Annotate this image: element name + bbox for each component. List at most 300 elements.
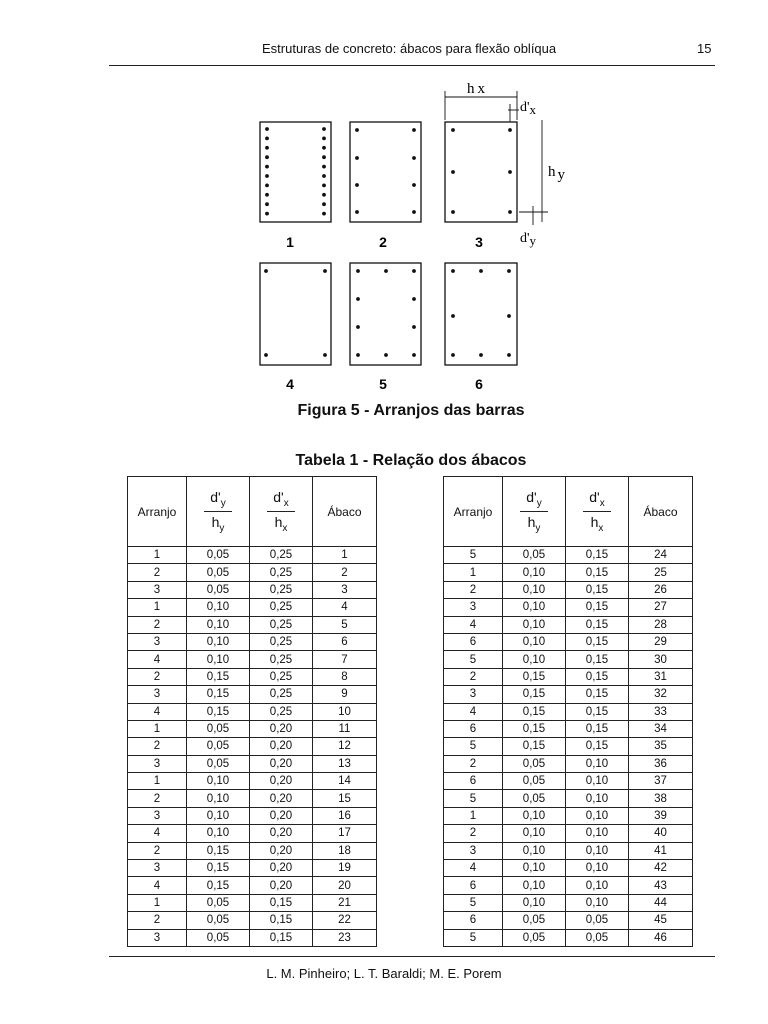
cell-abaco: 4: [313, 599, 377, 616]
footer-authors: L. M. Pinheiro; L. T. Baraldi; M. E. Porem: [266, 966, 502, 981]
cell-dx-hx: 0,15: [566, 599, 629, 616]
table-row: [128, 738, 377, 755]
cell-arranjo: 5: [444, 790, 503, 807]
cell-arranjo: 6: [444, 773, 503, 790]
cell-dx-hx: 0,10: [566, 877, 629, 894]
cell-dx-hx: 0,25: [250, 686, 313, 703]
cell-dx-hx: 0,25: [250, 599, 313, 616]
table-row: [128, 894, 377, 911]
rebar-dot: [264, 353, 268, 357]
rebar-dot: [323, 353, 327, 357]
cell-dy-hy: 0,05: [187, 755, 250, 772]
rebar-dot: [355, 183, 359, 187]
cell-dy-hy: 0,05: [187, 738, 250, 755]
cell-arranjo: 4: [444, 860, 503, 877]
cell-dx-hx: 0,15: [566, 651, 629, 668]
col-header-arranjo: Arranjo: [128, 477, 187, 547]
table-row: [444, 686, 693, 703]
table-row: [444, 842, 693, 859]
cell-abaco: 10: [313, 703, 377, 720]
cell-abaco: 32: [629, 686, 693, 703]
cell-arranjo: 5: [444, 547, 503, 564]
cell-dy-hy: 0,05: [187, 564, 250, 581]
dy-label: d'y: [520, 231, 537, 248]
cell-arranjo: 2: [444, 581, 503, 598]
cell-arranjo: 3: [444, 842, 503, 859]
cell-arranjo: 5: [444, 929, 503, 946]
cell-dx-hx: 0,10: [566, 894, 629, 911]
cell-dy-hy: 0,10: [187, 807, 250, 824]
col-header-arranjo: Arranjo: [444, 477, 503, 547]
footer-rule: [109, 956, 715, 957]
rebar-dot: [265, 155, 269, 159]
cell-abaco: 13: [313, 755, 377, 772]
rebar-dot: [322, 146, 326, 150]
table-row: [444, 894, 693, 911]
rebar-dot: [412, 210, 416, 214]
rebar-dot: [322, 184, 326, 188]
page-number: 15: [697, 41, 712, 56]
cell-arranjo: 4: [128, 825, 187, 842]
hy-label: h y: [548, 164, 565, 183]
col-header-abaco: Ábaco: [629, 477, 693, 547]
table-row: [128, 581, 377, 598]
cell-arranjo: 2: [128, 738, 187, 755]
rebar-dot: [356, 353, 360, 357]
rebar-dot: [265, 202, 269, 206]
cross-section-4: [260, 263, 331, 365]
rebar-dot: [355, 210, 359, 214]
cell-arranjo: 3: [128, 807, 187, 824]
figure-caption: Figura 5 - Arranjos das barras: [297, 402, 525, 419]
rebar-dot: [384, 353, 388, 357]
rebar-dot: [412, 325, 416, 329]
rebar-dot: [507, 314, 511, 318]
cell-arranjo: 4: [128, 703, 187, 720]
rebar-dot: [412, 269, 416, 273]
cell-abaco: 11: [313, 720, 377, 737]
cell-abaco: 1: [313, 547, 377, 564]
cell-arranjo: 3: [128, 860, 187, 877]
rebar-dot: [355, 156, 359, 160]
table-row: [444, 651, 693, 668]
rebar-dot: [451, 353, 455, 357]
cell-dx-hx: 0,15: [566, 668, 629, 685]
table-row: [128, 720, 377, 737]
table-row: [444, 929, 693, 946]
table-row: [444, 773, 693, 790]
cell-abaco: 6: [313, 633, 377, 650]
cell-dy-hy: 0,15: [187, 703, 250, 720]
cell-dx-hx: 0,20: [250, 807, 313, 824]
cell-dx-hx: 0,05: [566, 912, 629, 929]
rebar-dot: [451, 314, 455, 318]
rebar-dot: [265, 174, 269, 178]
cell-dx-hx: 0,20: [250, 842, 313, 859]
rebar-dot: [412, 128, 416, 132]
cell-abaco: 7: [313, 651, 377, 668]
cell-dy-hy: 0,05: [503, 929, 566, 946]
cell-abaco: 29: [629, 633, 693, 650]
cell-abaco: 2: [313, 564, 377, 581]
cell-abaco: 46: [629, 929, 693, 946]
cell-abaco: 14: [313, 773, 377, 790]
table-row: [444, 860, 693, 877]
cell-dy-hy: 0,10: [187, 616, 250, 633]
cell-dy-hy: 0,10: [503, 894, 566, 911]
cell-dx-hx: 0,15: [566, 564, 629, 581]
cell-abaco: 39: [629, 807, 693, 824]
cell-dy-hy: 0,10: [187, 651, 250, 668]
table-row: [444, 738, 693, 755]
cell-dy-hy: 0,05: [503, 773, 566, 790]
figure-bar-arrangements: [0, 0, 768, 400]
rebar-dot: [265, 165, 269, 169]
cell-dx-hx: 0,25: [250, 651, 313, 668]
cell-arranjo: 4: [444, 616, 503, 633]
table-row: [128, 773, 377, 790]
arrangement-label-6: 6: [475, 376, 483, 392]
cell-abaco: 12: [313, 738, 377, 755]
rebar-dot: [265, 146, 269, 150]
cell-dx-hx: 0,20: [250, 877, 313, 894]
cell-abaco: 28: [629, 616, 693, 633]
cell-abaco: 26: [629, 581, 693, 598]
table-row: [128, 547, 377, 564]
cell-dy-hy: 0,15: [503, 668, 566, 685]
table-row: [128, 790, 377, 807]
cell-abaco: 9: [313, 686, 377, 703]
rebar-dot: [265, 193, 269, 197]
cell-dx-hx: 0,15: [566, 738, 629, 755]
cell-arranjo: 5: [444, 651, 503, 668]
cell-dx-hx: 0,15: [566, 686, 629, 703]
cell-dy-hy: 0,05: [187, 912, 250, 929]
rebar-dot: [322, 155, 326, 159]
rebar-dot: [507, 353, 511, 357]
table-row: [444, 877, 693, 894]
rebar-dot: [265, 137, 269, 141]
rebar-dot: [384, 269, 388, 273]
cell-abaco: 41: [629, 842, 693, 859]
cell-abaco: 20: [313, 877, 377, 894]
rebar-dot: [264, 269, 268, 273]
cell-dx-hx: 0,10: [566, 773, 629, 790]
cell-abaco: 44: [629, 894, 693, 911]
table-row: [444, 790, 693, 807]
rebar-dot: [479, 353, 483, 357]
table-row: [128, 564, 377, 581]
cell-dy-hy: 0,15: [503, 686, 566, 703]
cell-arranjo: 3: [128, 755, 187, 772]
cell-arranjo: 2: [444, 668, 503, 685]
cell-abaco: 33: [629, 703, 693, 720]
cell-dy-hy: 0,15: [187, 860, 250, 877]
cell-arranjo: 3: [444, 686, 503, 703]
cell-arranjo: 1: [128, 773, 187, 790]
cell-dy-hy: 0,05: [503, 790, 566, 807]
rebar-dot: [508, 170, 512, 174]
cell-abaco: 17: [313, 825, 377, 842]
cell-arranjo: 6: [444, 633, 503, 650]
cell-arranjo: 4: [444, 703, 503, 720]
cell-dx-hx: 0,15: [566, 581, 629, 598]
cell-dy-hy: 0,15: [503, 703, 566, 720]
table-row: [128, 825, 377, 842]
cell-dy-hy: 0,15: [187, 668, 250, 685]
cell-dx-hx: 0,15: [566, 616, 629, 633]
table-row: [128, 807, 377, 824]
arrangement-label-3: 3: [475, 234, 483, 250]
cell-dx-hx: 0,25: [250, 547, 313, 564]
table-row: [128, 599, 377, 616]
cell-dy-hy: 0,10: [187, 825, 250, 842]
table-row: [444, 581, 693, 598]
cell-arranjo: 1: [128, 894, 187, 911]
table-row: [444, 599, 693, 616]
cell-dx-hx: 0,10: [566, 807, 629, 824]
cell-dx-hx: 0,10: [566, 842, 629, 859]
table-row: [444, 703, 693, 720]
running-header-title: Estruturas de concreto: ábacos para flexão oblíqua: [262, 41, 557, 56]
cell-arranjo: 2: [128, 912, 187, 929]
cell-dy-hy: 0,15: [187, 842, 250, 859]
cell-dx-hx: 0,20: [250, 860, 313, 877]
col-header-abaco: Ábaco: [313, 477, 377, 547]
cell-arranjo: 2: [444, 825, 503, 842]
cross-section-5: [350, 263, 421, 365]
cell-abaco: 18: [313, 842, 377, 859]
table-row: [128, 929, 377, 946]
cell-dy-hy: 0,10: [187, 599, 250, 616]
cell-arranjo: 1: [444, 564, 503, 581]
table-row: [128, 633, 377, 650]
cell-abaco: 25: [629, 564, 693, 581]
cell-dy-hy: 0,10: [187, 633, 250, 650]
cell-abaco: 38: [629, 790, 693, 807]
cell-dx-hx: 0,05: [566, 929, 629, 946]
cross-section-1: [260, 122, 331, 222]
cell-abaco: 21: [313, 894, 377, 911]
cell-arranjo: 3: [128, 686, 187, 703]
cell-dx-hx: 0,25: [250, 668, 313, 685]
dx-label: d'x: [520, 100, 537, 117]
cell-arranjo: 2: [128, 564, 187, 581]
cell-abaco: 3: [313, 581, 377, 598]
cross-section-6: [445, 263, 517, 365]
cell-abaco: 35: [629, 738, 693, 755]
rebar-dot: [322, 193, 326, 197]
rebar-dot: [507, 269, 511, 273]
col-header-dx-hx: $\frac{d'_x}{h_x}$: [566, 477, 629, 547]
table-row: [444, 825, 693, 842]
cell-dx-hx: 0,20: [250, 773, 313, 790]
cell-dx-hx: 0,25: [250, 703, 313, 720]
table-row: [128, 616, 377, 633]
rebar-dot: [412, 297, 416, 301]
cell-dy-hy: 0,15: [187, 877, 250, 894]
rebar-dot: [322, 137, 326, 141]
cell-dx-hx: 0,10: [566, 825, 629, 842]
cell-abaco: 43: [629, 877, 693, 894]
cell-dx-hx: 0,10: [566, 755, 629, 772]
cell-dy-hy: 0,10: [503, 842, 566, 859]
rebar-dot: [265, 127, 269, 131]
cell-abaco: 24: [629, 547, 693, 564]
table-row: [128, 651, 377, 668]
cross-section-3: [445, 122, 517, 222]
rebar-dot: [356, 297, 360, 301]
cell-dx-hx: 0,15: [566, 547, 629, 564]
cell-abaco: 5: [313, 616, 377, 633]
cell-arranjo: 2: [128, 842, 187, 859]
cell-dx-hx: 0,15: [250, 894, 313, 911]
table-row: [444, 668, 693, 685]
cell-dx-hx: 0,10: [566, 860, 629, 877]
cell-dx-hx: 0,15: [566, 633, 629, 650]
cell-dy-hy: 0,15: [503, 738, 566, 755]
cell-arranjo: 1: [128, 720, 187, 737]
arrangement-label-1: 1: [286, 234, 294, 250]
cell-dy-hy: 0,10: [503, 633, 566, 650]
table-row: [444, 720, 693, 737]
cell-abaco: 45: [629, 912, 693, 929]
cell-arranjo: 1: [128, 599, 187, 616]
table-row: [444, 807, 693, 824]
table-caption: Tabela 1 - Relação dos ábacos: [295, 452, 527, 469]
cell-dy-hy: 0,15: [503, 720, 566, 737]
rebar-dot: [322, 174, 326, 178]
cell-dx-hx: 0,20: [250, 790, 313, 807]
cell-abaco: 23: [313, 929, 377, 946]
cell-dx-hx: 0,20: [250, 755, 313, 772]
cell-dy-hy: 0,05: [503, 755, 566, 772]
rebar-dot: [356, 269, 360, 273]
cell-dy-hy: 0,10: [503, 599, 566, 616]
cell-arranjo: 2: [128, 616, 187, 633]
rebar-dot: [451, 269, 455, 273]
rebar-dot: [323, 269, 327, 273]
cell-abaco: 19: [313, 860, 377, 877]
rebar-dot: [265, 184, 269, 188]
cell-arranjo: 4: [128, 651, 187, 668]
rebar-dot: [508, 128, 512, 132]
rebar-dot: [451, 170, 455, 174]
cell-arranjo: 2: [128, 790, 187, 807]
table-row: [444, 633, 693, 650]
table-row: [444, 547, 693, 564]
cell-dy-hy: 0,05: [187, 581, 250, 598]
cell-dy-hy: 0,10: [503, 825, 566, 842]
cell-dy-hy: 0,10: [187, 790, 250, 807]
cell-arranjo: 2: [444, 755, 503, 772]
rebar-dot: [412, 156, 416, 160]
cell-dx-hx: 0,25: [250, 616, 313, 633]
cell-dy-hy: 0,05: [187, 547, 250, 564]
table-row: [128, 703, 377, 720]
cell-dx-hx: 0,20: [250, 720, 313, 737]
cell-arranjo: 5: [444, 738, 503, 755]
cell-abaco: 22: [313, 912, 377, 929]
cell-abaco: 31: [629, 668, 693, 685]
cell-dy-hy: 0,05: [187, 720, 250, 737]
cell-dy-hy: 0,15: [187, 686, 250, 703]
cell-dx-hx: 0,25: [250, 581, 313, 598]
table-row: [128, 860, 377, 877]
cell-arranjo: 3: [444, 599, 503, 616]
cell-dx-hx: 0,25: [250, 564, 313, 581]
cell-dx-hx: 0,15: [566, 703, 629, 720]
cell-arranjo: 3: [128, 929, 187, 946]
cell-abaco: 37: [629, 773, 693, 790]
rebar-dot: [508, 210, 512, 214]
cell-abaco: 36: [629, 755, 693, 772]
cell-abaco: 8: [313, 668, 377, 685]
cell-arranjo: 2: [128, 668, 187, 685]
abacos-table-left: [127, 476, 377, 947]
cell-arranjo: 3: [128, 581, 187, 598]
cell-arranjo: 6: [444, 912, 503, 929]
cell-dx-hx: 0,15: [566, 720, 629, 737]
cell-dy-hy: 0,10: [187, 773, 250, 790]
cell-dy-hy: 0,10: [503, 581, 566, 598]
table-row: [444, 616, 693, 633]
cell-abaco: 42: [629, 860, 693, 877]
cell-dx-hx: 0,20: [250, 738, 313, 755]
col-header-dy-hy: $\frac{d'_y}{h_y}$: [503, 477, 566, 547]
table-row: [444, 755, 693, 772]
cell-abaco: 40: [629, 825, 693, 842]
rebar-dot: [479, 269, 483, 273]
table-row: [444, 912, 693, 929]
cell-dx-hx: 0,20: [250, 825, 313, 842]
cell-abaco: 34: [629, 720, 693, 737]
rebar-dot: [451, 210, 455, 214]
table-row: [128, 755, 377, 772]
rebar-dot: [322, 202, 326, 206]
cell-arranjo: 1: [444, 807, 503, 824]
cell-dy-hy: 0,10: [503, 564, 566, 581]
cell-abaco: 15: [313, 790, 377, 807]
cell-dy-hy: 0,10: [503, 616, 566, 633]
table-row: [128, 668, 377, 685]
cell-arranjo: 5: [444, 894, 503, 911]
cell-dy-hy: 0,05: [503, 912, 566, 929]
table-row: [128, 912, 377, 929]
rebar-dot: [355, 128, 359, 132]
cell-dy-hy: 0,05: [187, 929, 250, 946]
cell-dx-hx: 0,15: [250, 929, 313, 946]
rebar-dot: [451, 128, 455, 132]
cell-dy-hy: 0,05: [187, 894, 250, 911]
hx-label: h x: [467, 81, 485, 97]
table-row: [128, 842, 377, 859]
cross-section-2: [350, 122, 421, 222]
cell-arranjo: 4: [128, 877, 187, 894]
cell-dx-hx: 0,25: [250, 633, 313, 650]
cell-dy-hy: 0,10: [503, 651, 566, 668]
col-header-dy-hy: $\frac{d'_y}{h_y}$: [187, 477, 250, 547]
rebar-dot: [356, 325, 360, 329]
cell-abaco: 27: [629, 599, 693, 616]
rebar-dot: [322, 127, 326, 131]
table-row: [128, 877, 377, 894]
cell-dy-hy: 0,10: [503, 807, 566, 824]
table-row: [444, 564, 693, 581]
cell-arranjo: 1: [128, 547, 187, 564]
cell-arranjo: 6: [444, 877, 503, 894]
cell-dy-hy: 0,05: [503, 547, 566, 564]
